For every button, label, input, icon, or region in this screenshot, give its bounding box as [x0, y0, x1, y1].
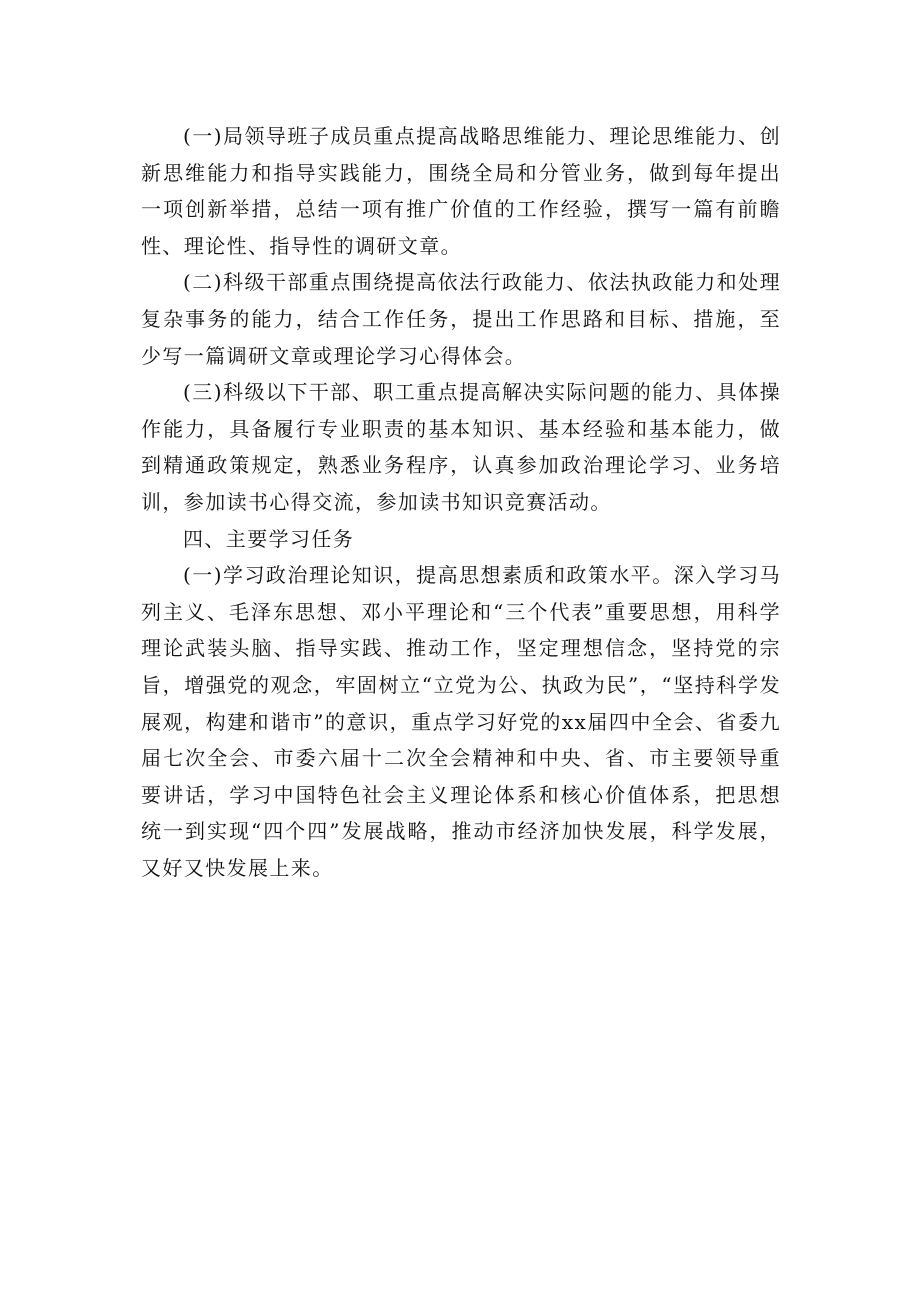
document-body [141, 118, 781, 886]
paragraph-staff-below-section: (三)科级以下干部、职工重点提高解决实际问题的能力、具体操作能力，具备履行专业职责的基本知识、基本经验和基本能力，做到精通政策规定，熟悉业务程序，认真参加政治理论学习、业务培训，参加读书心得交流，参加读书知识竞赛活动。 [141, 380, 781, 514]
paragraph-section-cadres: (二)科级干部重点围绕提高依法行政能力、依法执政能力和处理复杂事务的能力，结合工作任务，提出工作思路和目标、措施，至少写一篇调研文章或理论学习心得体会。 [141, 270, 781, 368]
paragraph-leadership-team: (一)局领导班子成员重点提高战略思维能力、理论思维能力、创新思维能力和指导实践能力，围绕全局和分管业务，做到每年提出一项创新举措，总结一项有推广价值的工作经验，撰写一篇有前瞻性、理论性、指导性的调研文章。 [141, 124, 781, 258]
section-heading-main-tasks: 四、主要学习任务 [183, 526, 355, 551]
paragraph-political-theory: (一)学习政治理论知识，提高思想素质和政策水平。深入学习马列主义、毛泽东思想、邓小平理论和“三个代表”重要思想，用科学理论武装头脑、指导实践、推动工作，坚定理想信念，坚持党的宗旨，增强党的观念，牢固树立“立党为公、执政为民”，“坚持科学发展观，构建和谐市”的意识，重点学习好党的xx届四中全会、省委九届七次全会、市委六届十二次全会精神和中央、省、市主要领导重要讲话，学习中国特色社会主义理论体系和核心价值体系，把思想统一到实现“四个四”发展战略，推动市经济加快发展，科学发展，又好又快发展上来。 [141, 563, 781, 880]
